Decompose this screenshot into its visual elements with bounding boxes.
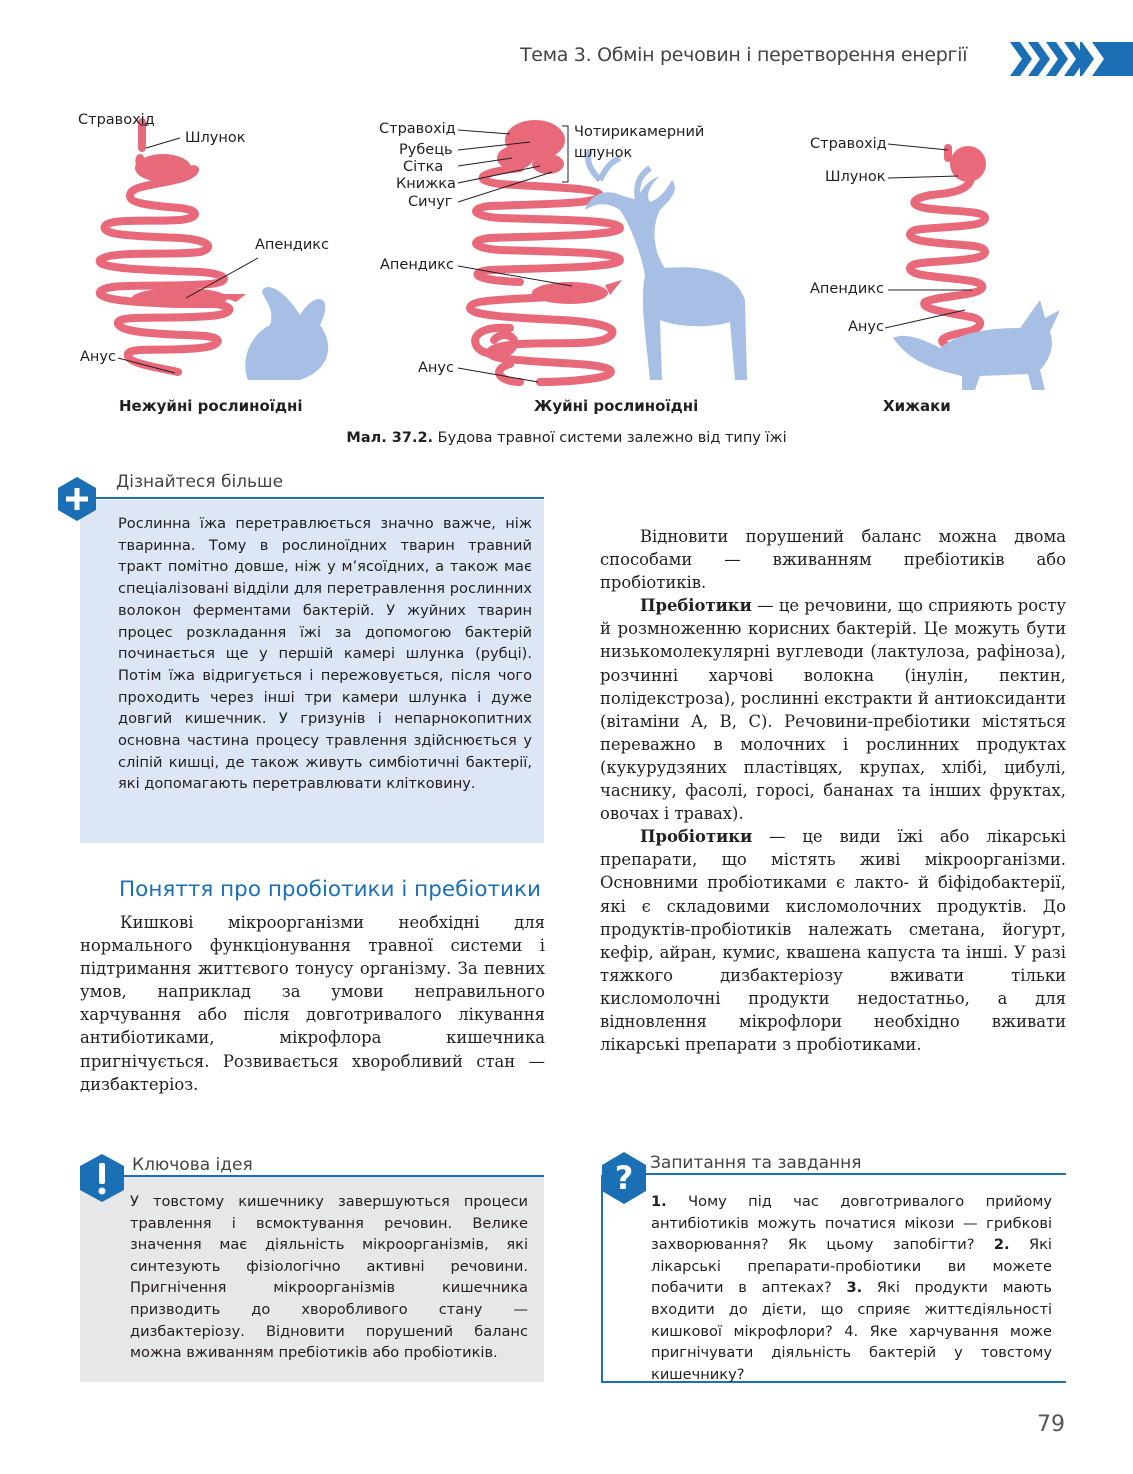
question-2: Які лікарські препарати-пробіотики ви можете побачити в аптеках?	[651, 1236, 1052, 1297]
digestive-systems-figure	[0, 100, 1133, 460]
label-rumen: Рубець	[399, 142, 453, 158]
probiotics-paragraph	[600, 825, 1066, 1056]
questions-title: Запитання та завдання	[650, 1153, 862, 1173]
plus-icon	[58, 477, 96, 521]
exclamation-icon	[80, 1154, 124, 1202]
figure-caption-label: Мал. 37.2.	[346, 430, 434, 446]
prebiotics-paragraph	[600, 594, 1066, 825]
right-column	[600, 525, 1066, 1056]
key-idea-title: Ключова ідея	[132, 1155, 253, 1175]
label-stomach-left: Шлунок	[185, 130, 246, 146]
question-mark-icon	[602, 1152, 646, 1204]
label-esophagus-left: Стравохід	[78, 112, 155, 128]
key-idea-box	[80, 1177, 544, 1382]
rabbit-icon	[245, 287, 328, 380]
chapter-title: Тема 3. Обмін речовин і перетворення енергії	[520, 44, 968, 66]
label-anus-left: Анус	[80, 349, 116, 365]
left-paragraph	[80, 911, 545, 1096]
figure-caption-text: Будова травної системи залежно від типу їжі	[433, 430, 787, 446]
question-1: Чому під час довготривалого прийому антибіотиків можуть початися мікози — грибкові захворювання? Як цьому запобігти?	[651, 1193, 1052, 1254]
label-appendix-middle: Апендикс	[380, 257, 454, 273]
figure-caption	[0, 430, 1133, 446]
caption-ruminant: Жуйні рослиноїдні	[534, 397, 699, 415]
label-abomasum: Сичуг	[408, 194, 453, 210]
intestinal-microorganisms-paragraph: Кишкові мікроорганізми необхідні для нормального функціонування травної системи і підтримання життєвого тонусу організму. За певних умов, наприклад за умови неправильного харчування або після довготривалого лікування антибіотиками, мікрофлора кишечника пригнічується. Розвивається хворобливий стан — дизбактеріоз.	[80, 913, 545, 1094]
label-omasum: Книжка	[396, 176, 456, 192]
label-stomach-right: Шлунок	[825, 169, 886, 185]
key-idea-text: У товстому кишечнику завершуються процеси травлення і всмоктування речовин. Велике значення має діяльність мікроорганізмів, які синтезують фізіологічно активні речовини. Пригнічення мікроорганізмів кишечника призводить до хворобливого стану — дизбактеріозу. Відновити порушений баланс можна вживанням пребіотиків або пробіотиків.	[130, 1193, 528, 1362]
question-number-2: 2.	[993, 1236, 1010, 1254]
svg-text:?: ?	[614, 1159, 634, 1197]
learn-more-box	[80, 500, 544, 843]
probiotics-text: — це види їжі або лікарські препарати, що містять живі мікроорганізми. Основними пробіотиками є лакто- й біфідобактерії, які є складовими кисломолочних продуктів. До продуктів-пробіотиків належать сметана, йогурт, кефір, айран, кумис, квашена капуста та інші. У разі тяжкого дизбактеріозу вживати тільки кисломолочні продукти недостатньо, а для відновлення мікрофлори необхідно вживати лікарські препарати з пробіотиками.	[600, 827, 1066, 1055]
question-number-1: 1.	[651, 1193, 667, 1210]
fox-icon	[893, 300, 1060, 390]
digestive-systems-diagram	[0, 100, 1133, 420]
page-number: 79	[1037, 1412, 1065, 1437]
questions-box	[601, 1175, 1066, 1383]
question-number-3: 3.	[846, 1279, 863, 1297]
restore-balance-paragraph: Відновити порушений баланс можна двома способами — вживанням пребіотиків або пробіотиків.	[600, 527, 1066, 593]
learn-more-title: Дізнайтеся більше	[116, 472, 284, 492]
question-3: Які продукти мають входити до дієти, що сприяє життєдіяльності кишкової мікрофлори? 4. Яке харчування може пригнічувати діяльність бактерій у товстому кишечнику?	[651, 1279, 1052, 1383]
section-heading: Поняття про пробіотики і пребіотики	[119, 877, 541, 902]
learn-more-divider	[96, 497, 544, 499]
label-four-chamber-stomach-1: Чотирикамерний	[574, 124, 705, 140]
deer-icon	[585, 176, 747, 380]
label-anus-right: Анус	[848, 319, 884, 335]
caption-non-ruminant: Нежуйні рослиноїдні	[119, 397, 303, 415]
chevron-arrows-icon	[1010, 42, 1133, 76]
caption-carnivore: Хижаки	[883, 397, 951, 415]
label-reticulum: Сітка	[403, 159, 444, 175]
label-esophagus-right: Стравохід	[810, 136, 887, 152]
label-esophagus-middle: Стравохід	[379, 121, 456, 137]
prebiotics-text: — це речовини, що сприяють росту й розмноженню корисних бактерій. Це можуть бути низькомолекулярні вуглеводи (лактулоза, рафіноза), розчинні харчові волокна (інулін, пектин, полідекстроза), рослинні екстракти й антиоксиданти (вітаміни A, B, C). Речовини-пребіотики містяться переважно в молочних і рослинних продуктах (кукурудзяних пластівцях, крупах, хлібі, цибулі, часнику, фасолі, горосі, бананах та інших фруктах, овочах і травах).	[600, 596, 1066, 824]
label-appendix-left: Апендикс	[255, 237, 329, 253]
label-appendix-right: Апендикс	[810, 281, 884, 297]
label-four-chamber-stomach-2: шлунок	[574, 145, 633, 161]
probiotics-term: Пробіотики	[640, 827, 753, 847]
learn-more-text: Рослинна їжа перетравлюється значно важче, ніж тваринна. Тому в рослиноїдних тварин травний тракт помітно довше, ніж у м’ясоїдних, а також має спеціалізовані відділи для перетравлення рослинних волокон ферментами бактерій. У жуйних тварин процес розкладання їжі за допомогою бактерій починається ще у першій камері шлунка (рубці). Потім їжа відригується і пережовується, після чого проходить через інші три камери шлунка і дуже довгий кишечник. У гризунів і непарнокопитних основна частина процесу травлення здійснюється у сліпій кишці, де також живуть симбіотичні бактерії, які допомагають перетравлювати клітковину.	[118, 515, 532, 793]
label-anus-middle: Анус	[418, 360, 454, 376]
prebiotics-term: Пребіотики	[640, 596, 752, 616]
